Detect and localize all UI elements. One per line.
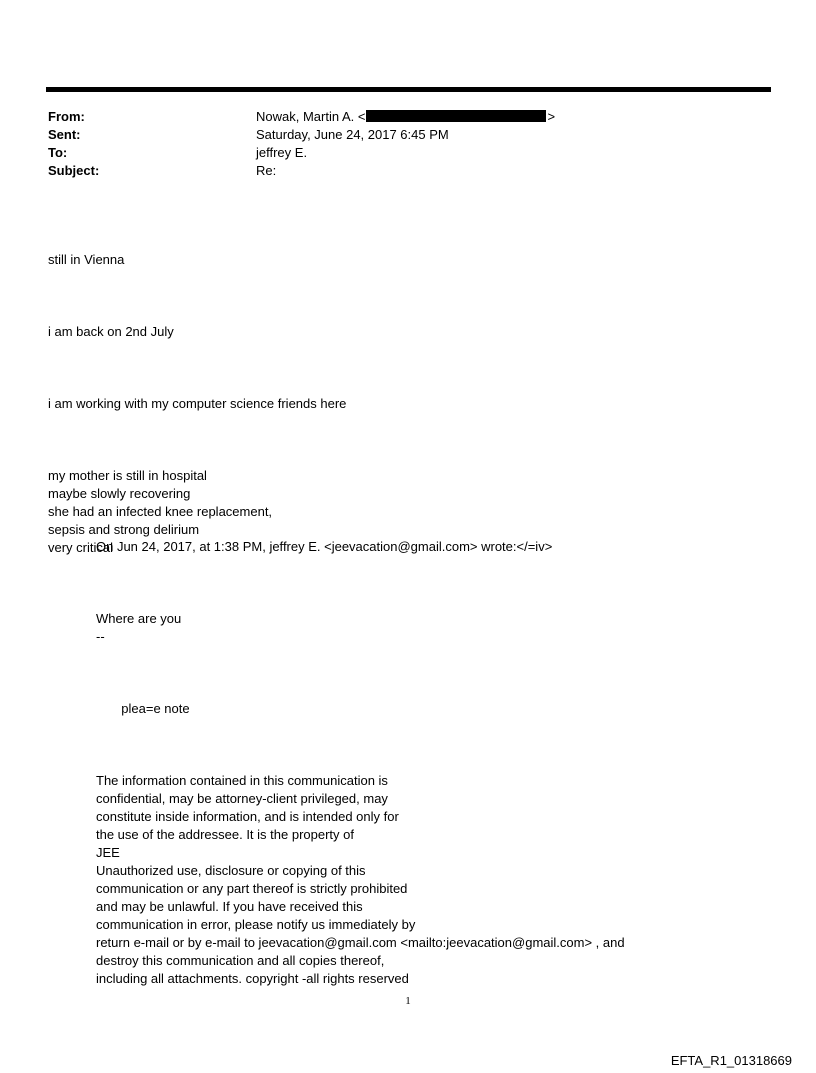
page-number: 1 bbox=[405, 995, 411, 1007]
body-paragraph: i am working with my computer science friends here bbox=[48, 396, 347, 411]
quoted-disclaimer: The information contained in this communication is confidential, may be attorney-client privileged, may constitute inside information, and is intended only for the use of the addressee. It is the property of JEE Unauthorized use, disclosure or copying of this communication or any part thereof is strictly prohibited and may be unlawful. If you have received this communication in error, please notify us immediately by return e-mail or by e-mail to jeevacation@gmail.com <mailto:jeevacation@gmail.com> , and destroy this communication and all copies thereof, including all attachments. copyright -all rights reserved bbox=[96, 773, 625, 986]
quoted-intro: On Jun 24, 2017, at 1:38 PM, jeffrey E. <jeevacation@gmail.com> wrote:</=iv> bbox=[96, 539, 553, 554]
quoted-note: plea=e note bbox=[96, 701, 190, 716]
to-value: jeffrey E. bbox=[256, 145, 308, 160]
body-paragraph: i am back on 2nd July bbox=[48, 324, 174, 339]
email-header bbox=[48, 108, 555, 180]
sent-label: Sent: bbox=[48, 127, 81, 142]
redaction-block bbox=[366, 110, 546, 122]
sent-value: Saturday, June 24, 2017 6:45 PM bbox=[256, 127, 449, 142]
subject-label: Subject: bbox=[48, 163, 100, 178]
from-value bbox=[256, 108, 555, 126]
to-row bbox=[48, 144, 555, 162]
to-label: To: bbox=[48, 145, 68, 160]
from-name: Nowak, Martin A. < bbox=[256, 109, 366, 124]
body-paragraph: my mother is still in hospital maybe slowly recovering she had an infected knee replacement, sepsis and strong delirium very critical bbox=[48, 468, 273, 555]
header-divider-rule bbox=[46, 87, 771, 92]
subject-value: Re: bbox=[256, 163, 277, 178]
body-paragraph: still in Vienna bbox=[48, 252, 125, 267]
quoted-text: Where are you -- bbox=[96, 611, 182, 644]
from-bracket-close: > bbox=[547, 109, 556, 124]
document-id: EFTA_R1_01318669 bbox=[670, 1053, 792, 1068]
quoted-message bbox=[96, 502, 625, 1006]
subject-row bbox=[48, 162, 555, 180]
from-label: From: bbox=[48, 109, 85, 124]
sent-row bbox=[48, 126, 555, 144]
from-row bbox=[48, 108, 555, 126]
